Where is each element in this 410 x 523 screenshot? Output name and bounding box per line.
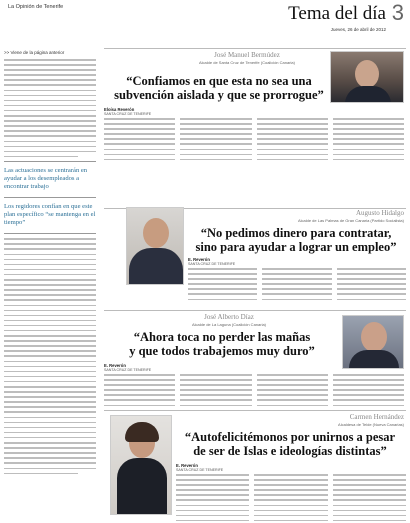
headline-line-1: “Ahora toca no perder las mañas: [133, 330, 311, 344]
section-title: Tema del día: [288, 3, 386, 24]
headline: [186, 227, 406, 254]
main-column: [104, 48, 406, 523]
article-body: [176, 474, 406, 523]
byline-author: Eloísa Reverón: [104, 107, 135, 112]
pull-quote: Las actuaciones se centrarán en ayudar a los desempleados a encontrar trabajo: [4, 167, 88, 191]
article-hernandez: [104, 410, 406, 522]
article-body: [104, 118, 404, 164]
headline-line-2: sino para ayudar a lograr un empleo”: [195, 239, 397, 254]
left-column: [4, 50, 96, 520]
headline-line-1: “Confiamos en que esta no sea una: [126, 74, 312, 88]
byline-location: SANTA CRUZ DE TENERIFE: [176, 468, 224, 472]
pull-quote: Los regidores confían en que este plan específico “se mantenga en el tiempo”: [4, 203, 96, 227]
headline: [174, 431, 406, 458]
headline: [104, 331, 340, 358]
issue-date: Jueves, 26 de abril de 2012: [330, 27, 386, 32]
interviewee-name: José Alberto Díaz: [204, 313, 254, 321]
interviewee-role: Alcaldesa de Telde (Nueva Canarias): [338, 422, 404, 427]
interviewee-name: Carmen Hernández: [349, 413, 404, 421]
continued-kicker: >> Viene de la página anterior: [4, 50, 65, 55]
byline-author: E. Reverón: [104, 363, 126, 368]
interviewee-name: Augusto Hidalgo: [355, 209, 404, 217]
headline-line-1: “No pedimos dinero para contratar,: [200, 226, 392, 240]
article-body: [188, 268, 406, 304]
page-number: 3: [391, 0, 404, 25]
article-diaz: [104, 310, 406, 406]
body-text-block: [4, 59, 96, 157]
article-hidalgo: [104, 208, 406, 306]
headline-line-2: de ser de Islas e ideologías distintas”: [193, 443, 387, 458]
headline-line-2: subvención aislada y que se prorrogue”: [114, 87, 324, 102]
article-body: [104, 374, 404, 415]
byline-author: E. Reverón: [176, 463, 198, 468]
interviewee-role: Alcalde de Santa Cruz de Tenerife (Coalición Canaria): [199, 60, 295, 65]
interviewee-role: Alcalde de La Laguna (Coalición Canaria): [191, 322, 267, 327]
headline: [104, 75, 334, 102]
masthead: [0, 0, 410, 44]
interviewee-role: Alcalde de Las Palmas de Gran Canaria (Partido Socialista): [297, 218, 404, 223]
headline-line-1: “Autofelicitémonos por unirnos a pesar: [184, 430, 396, 444]
hernandez-portrait-photo: [110, 415, 172, 515]
byline-author: E. Reverón: [188, 257, 210, 262]
byline-location: SANTA CRUZ DE TENERIFE: [188, 262, 236, 266]
diaz-portrait-photo: [342, 315, 404, 369]
byline-location: SANTA CRUZ DE TENERIFE: [104, 112, 152, 116]
article-bermudez: [104, 48, 406, 166]
publication-name: La Opinión de Tenerife: [8, 4, 64, 10]
byline-location: SANTA CRUZ DE TENERIFE: [104, 368, 152, 372]
headline-line-2: y que todos trabajemos muy duro”: [129, 343, 315, 358]
bermudez-portrait-photo: [330, 51, 404, 103]
hidalgo-portrait-photo: [126, 207, 184, 285]
interviewee-name: José Manuel Bermúdez: [214, 51, 280, 59]
body-text-block: [4, 238, 96, 474]
